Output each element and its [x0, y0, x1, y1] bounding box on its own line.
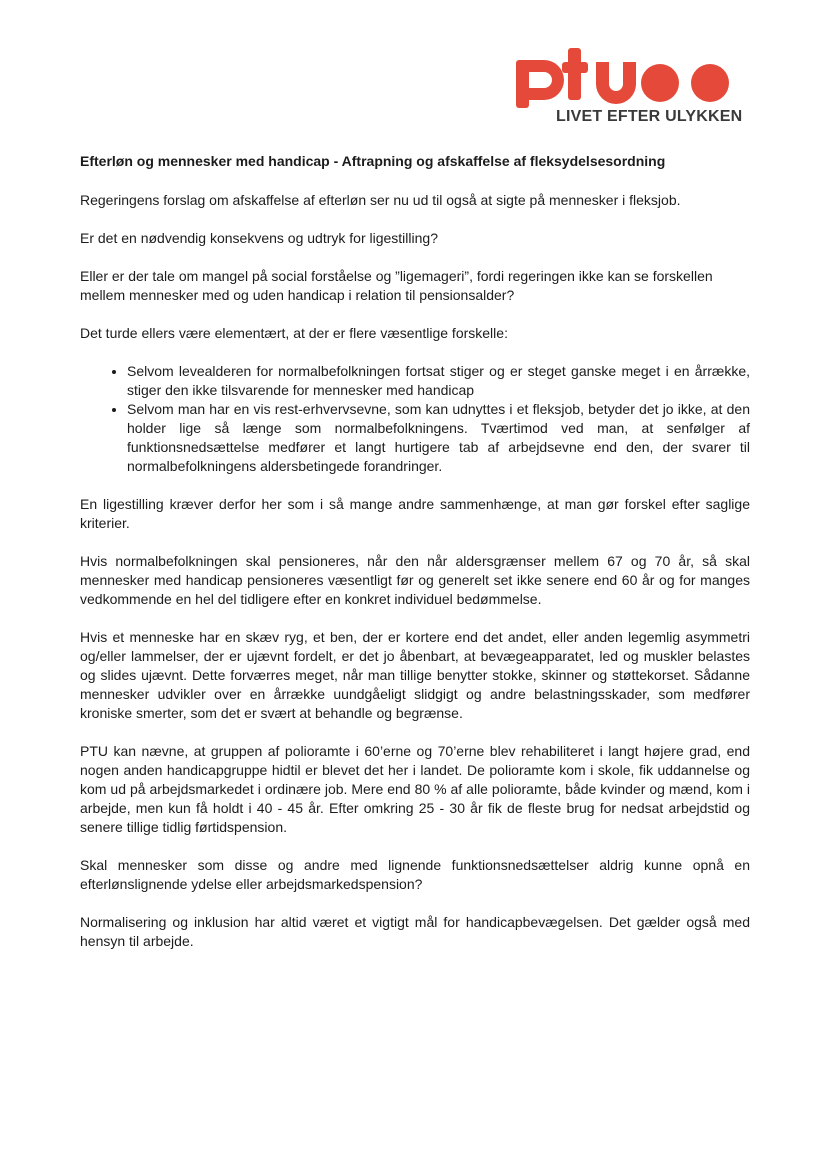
paragraph: Regeringens forslag om afskaffelse af efterløn ser nu ud til også at sigte på mennesker i fleksjob. [80, 192, 681, 208]
ptu-logo-mark [512, 46, 738, 108]
paragraph: Er det en nødvendig konsekvens og udtryk for ligestilling? [80, 230, 438, 246]
document-title: Efterløn og mennesker med handicap - Aftrapning og afskaffelse af fleksydelsesordning [80, 153, 666, 169]
document-body [80, 152, 750, 970]
paragraph: Eller er der tale om mangel på social forståelse og ”ligemageri”, fordi regeringen ikke kan se forskellen mellem mennesker med og uden handicap i relation til pensionsalder? [80, 268, 713, 303]
logo-tagline: LIVET EFTER ULYKKEN [556, 108, 743, 125]
ptu-logo [512, 46, 743, 132]
paragraph: Hvis et menneske har en skæv ryg, et ben, der er kortere end det andet, eller anden legemlig asymmetri og/eller lammelser, der er ujævnt fordelt, er det jo åbenbart, at bevægeapparatet, led og muskler belastes og slides ujævnt. Dette forværres meget, når man tillige benytter stokke, skinner og støttekorset. Sådanne mennesker udvikler over en årrække uundgåeligt slidgigt og andre belastningsskader, som medfører kroniske smerter, som det er svært at behandle og begrænse. [80, 629, 750, 721]
paragraph: Hvis normalbefolkningen skal pensioneres, når den når aldersgrænser mellem 67 og 70 år, så skal mennesker med handicap pensioneres væsentligt før og generelt set ikke senere end 60 år og for manges vedkommende en hel del tidligere efter en konkret individuel bedømmelse. [80, 553, 750, 607]
paragraph: Normalisering og inklusion har altid været et vigtigt mål for handicapbevægelsen. Det gælder også med hensyn til arbejde. [80, 914, 750, 949]
paragraph: En ligestilling kræver derfor her som i så mange andre sammenhænge, at man gør forskel efter saglige kriterier. [80, 496, 750, 531]
paragraph: Det turde ellers være elementært, at der er flere væsentlige forskelle: [80, 325, 508, 341]
bullet-item: • Selvom levealderen for normalbefolkningen fortsat stiger og er steget ganske meget i en årrække, stiger den ikke tilsvarende for mennesker med handicap [127, 362, 750, 400]
paragraph: PTU kan nævne, at gruppen af polioramte i 60’erne og 70’erne blev rehabiliteret i langt højere grad, end nogen anden handicapgruppe hidtil er blevet det her i landet. De polioramte kom i skole, fik uddannelse og kom ud på arbejdsmarkedet i ordinære job. Mere end 80 % af alle polioramte, både kvinder og mænd, kom i arbejde, men kun få holdt i 40 - 45 år. Efter omkring 25 - 30 år fik de fleste brug for nedsat arbejdstid og senere tillige tidlig førtidspension. [80, 743, 750, 835]
paragraph: Skal mennesker som disse og andre med lignende funktionsnedsættelser aldrig kunne opnå en efterlønslignende ydelse eller arbejdsmarkedspension? [80, 857, 750, 892]
bullet-item: • Selvom man har en vis rest-erhvervsevne, som kan udnyttes i et fleksjob, betyder det jo ikke, at den holder lige så længe som normalbefolkningens. Tværtimod ved man, at senfølger af funktionsnedsættelse medfører et langt hurtigere tab af arbejdsevne end den, der svarer til normalbefolkningens aldersbetingede forandringer. [127, 400, 750, 476]
bullet-list [80, 362, 750, 476]
